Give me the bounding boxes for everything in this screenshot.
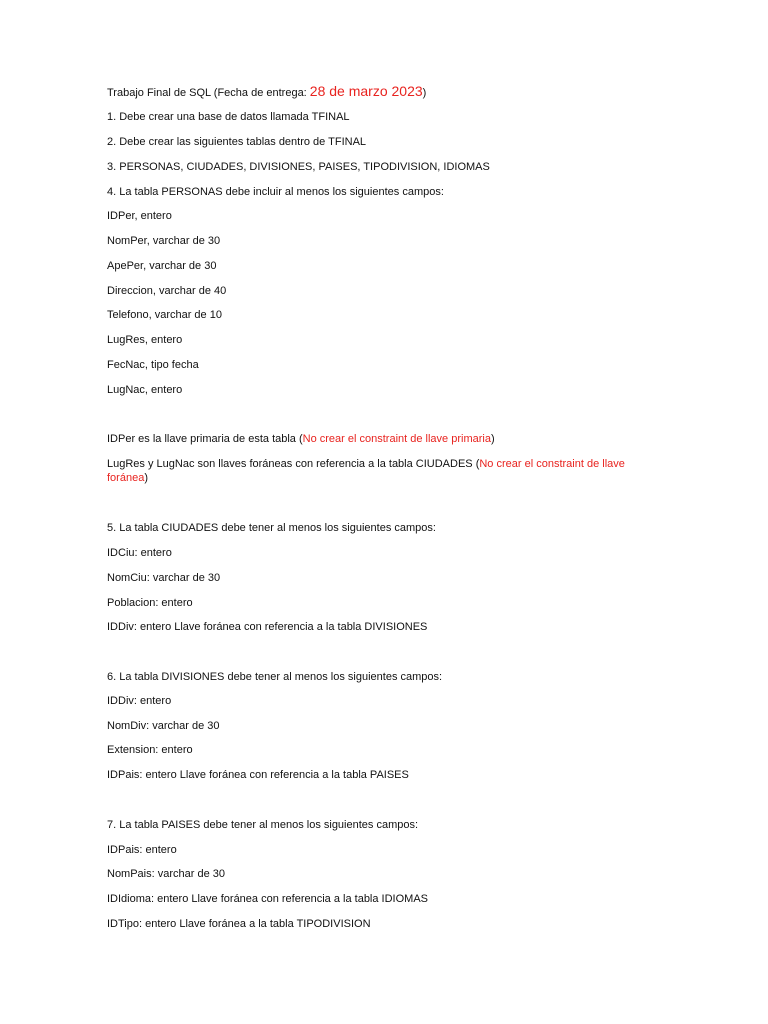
- due-date: 28 de marzo 2023: [309, 83, 423, 99]
- paises-field: IDTipo: entero Llave foránea a la tabla TIPODIVISION: [107, 918, 371, 930]
- personas-field: IDPer, entero: [107, 210, 172, 222]
- personas-field: ApePer, varchar de 30: [107, 260, 217, 272]
- primary-key-text: IDPer es la llave primaria de esta tabla (: [107, 433, 303, 445]
- instruction-2: 2. Debe crear las siguientes tablas dentro de TFINAL: [107, 136, 367, 148]
- title-prefix: Trabajo Final de SQL (Fecha de entrega:: [107, 87, 310, 99]
- personas-field: FecNac, tipo fecha: [107, 359, 199, 371]
- instruction-5: 5. La tabla CIUDADES debe tener al menos los siguientes campos:: [107, 522, 436, 534]
- foreign-key-text: LugRes y LugNac son llaves foráneas con referencia a la tabla CIUDADES (: [107, 458, 480, 470]
- ciudades-field: IDDiv: entero Llave foránea con referencia a la tabla DIVISIONES: [107, 621, 428, 633]
- personas-field: NomPer, varchar de 30: [107, 235, 221, 247]
- personas-field: LugNac, entero: [107, 384, 183, 396]
- paises-field: IDPais: entero: [107, 844, 177, 856]
- instruction-6: 6. La tabla DIVISIONES debe tener al menos los siguientes campos:: [107, 671, 443, 683]
- foreign-key-warning: No crear el constraint de llave foránea: [107, 458, 625, 484]
- instruction-3: 3. PERSONAS, CIUDADES, DIVISIONES, PAISES, TIPODIVISION, IDIOMAS: [107, 161, 490, 173]
- divisiones-field: IDPais: entero Llave foránea con referencia a la tabla PAISES: [107, 769, 409, 781]
- foreign-key-note: [107, 457, 667, 485]
- personas-field: Direccion, varchar de 40: [107, 285, 227, 297]
- divisiones-field: IDDiv: entero: [107, 695, 172, 707]
- paises-field: NomPais: varchar de 30: [107, 868, 225, 880]
- instruction-1: 1. Debe crear una base de datos llamada TFINAL: [107, 111, 350, 123]
- ciudades-field: IDCiu: entero: [107, 547, 172, 559]
- document-title: [107, 84, 667, 100]
- ciudades-field: Poblacion: entero: [107, 597, 193, 609]
- personas-field: Telefono, varchar de 10: [107, 309, 222, 321]
- foreign-key-end: ): [144, 472, 148, 484]
- primary-key-end: ): [490, 433, 495, 445]
- personas-field: LugRes, entero: [107, 334, 183, 346]
- primary-key-warning: No crear el constraint de llave primaria: [302, 433, 491, 445]
- ciudades-field: NomCiu: varchar de 30: [107, 572, 221, 584]
- paises-field: IDIdioma: entero Llave foránea con referencia a la tabla IDIOMAS: [107, 893, 429, 905]
- instruction-4: 4. La tabla PERSONAS debe incluir al menos los siguientes campos:: [107, 186, 444, 198]
- divisiones-field: Extension: entero: [107, 744, 193, 756]
- divisiones-field: NomDiv: varchar de 30: [107, 720, 220, 732]
- title-suffix: ): [422, 87, 427, 99]
- primary-key-note: [107, 432, 667, 446]
- instruction-7: 7. La tabla PAISES debe tener al menos los siguientes campos:: [107, 819, 419, 831]
